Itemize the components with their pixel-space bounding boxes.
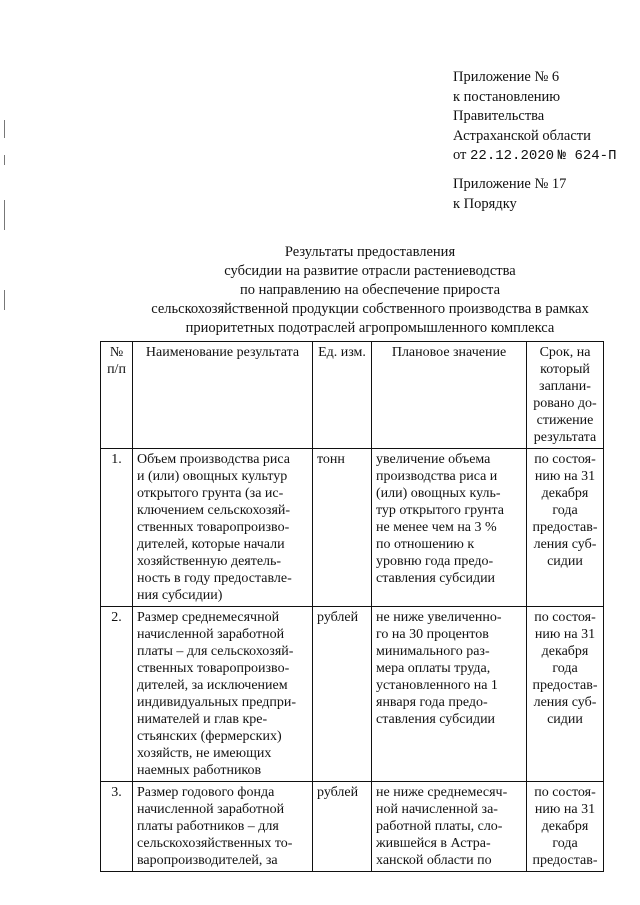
- header-num: № п/п: [101, 342, 133, 449]
- title-line: по направлению на обеспечение прироста: [239, 282, 501, 298]
- to-resolution: к постановлению: [453, 88, 561, 105]
- row-num: 2.: [101, 607, 133, 782]
- row-num: 3.: [101, 782, 133, 872]
- header-deadline: Срок, на который заплани- ровано до- стижение результата: [527, 342, 604, 449]
- resolution-number: № 624-П: [557, 148, 617, 164]
- table-row: [101, 782, 604, 872]
- table-row: [101, 449, 604, 607]
- appendix-number: Приложение № 6: [453, 69, 560, 85]
- region-label: Астраханской области: [453, 127, 591, 144]
- order-appendix-header: [453, 175, 566, 214]
- order-appendix-number: Приложение № 17: [453, 176, 567, 192]
- row-name: Размер среднемесячной начисленной заработной платы – для сельскохозяй- ственных товаропроизво- дителей, за исключением индивидуальных предпри- нимателей и глав кре- стьянских (фермерских) хозяйств, не имеющих наемных работников: [133, 607, 313, 782]
- row-name: Размер годового фонда начисленной заработной платы работников – для сельскохозяйственных то- варопроизводителей, за: [133, 782, 313, 872]
- row-unit: рублей: [313, 782, 372, 872]
- results-table: [100, 341, 604, 872]
- row-name: Объем производства риса и (или) овощных культур открытого грунта (за ис- ключением сельскохозяй- ственных товаропроизво- дителей, которые начали хозяйственную деятель- ность в году предоставле- ния субсидии): [133, 449, 313, 607]
- row-unit: тонн: [313, 449, 372, 607]
- table-header-row: [101, 342, 604, 449]
- row-deadline: по состоя- нию на 31 декабря года предостав-: [527, 782, 604, 872]
- row-unit: рублей: [313, 607, 372, 782]
- header-plan: Плановое значение: [372, 342, 527, 449]
- title-line: субсидии на развитие отрасли растениеводства: [224, 263, 516, 279]
- to-order: к Порядку: [453, 195, 517, 212]
- document-title: [110, 243, 630, 338]
- row-num: 1.: [101, 449, 133, 607]
- table-row: [101, 607, 604, 782]
- header-name: Наименование результата: [133, 342, 313, 449]
- row-plan: увеличение объема производства риса и (или) овощных куль- тур открытого грунта не менее чем на 3 % по отношению к уровню года предо- ставления субсидии: [372, 449, 527, 607]
- government-label: Правительства: [453, 108, 545, 124]
- title-line: Результаты предоставления: [284, 244, 456, 260]
- row-plan: не ниже увеличенно- го на 30 процентов минимального раз- мера оплаты труда, установленного на 1 января года предо- ставления субсидии: [372, 607, 527, 782]
- title-line: сельскохозяйственной продукции собственного производства в рамках: [151, 301, 589, 317]
- row-plan: не ниже среднемесяч- ной начисленной за- работной платы, сло- жившейся в Астра- ханской области по: [372, 782, 527, 872]
- row-deadline: по состоя- нию на 31 декабря года предостав- ления суб- сидии: [527, 449, 604, 607]
- title-line: приоритетных подотраслей агропромышленного комплекса: [185, 320, 555, 336]
- margin-scan-marks: [4, 120, 6, 380]
- appendix-header: [453, 68, 616, 167]
- row-deadline: по состоя- нию на 31 декабря года предостав- ления суб- сидии: [527, 607, 604, 782]
- from-label: от: [453, 147, 467, 163]
- header-unit: Ед. изм.: [313, 342, 372, 449]
- resolution-date-line: [453, 146, 616, 167]
- resolution-date: 22.12.2020: [470, 148, 555, 164]
